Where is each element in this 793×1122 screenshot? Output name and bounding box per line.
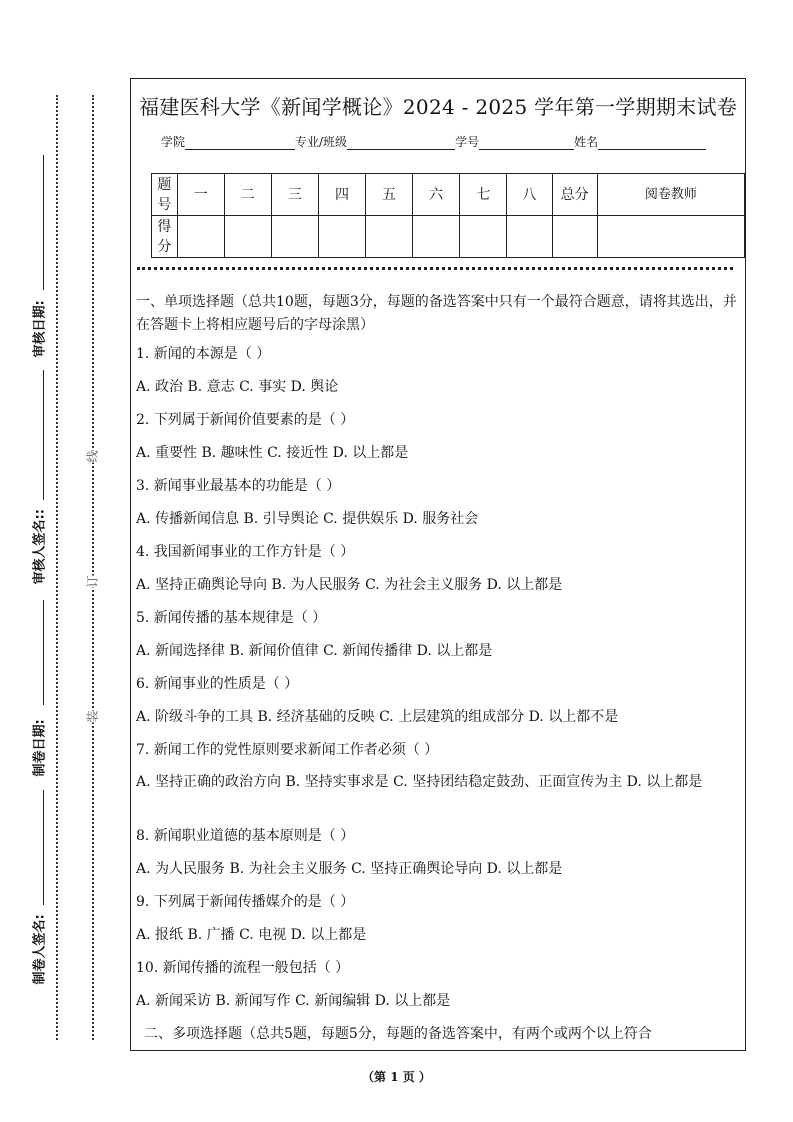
exam-content [136, 291, 741, 1045]
student-id-field[interactable] [479, 137, 574, 150]
major-class-field[interactable] [347, 137, 455, 150]
question-stem: 4. 我国新闻事业的工作方针是（ ） [136, 544, 355, 560]
reviewer-signature-label: 审核人签名:: [32, 509, 48, 585]
section1-heading: 一、单项选择题（总共10题，每题3分，每题的备选答案中只有一个最符合题意，请将其选出，并在答题卡上将相应题号后的字母涂黑） [136, 294, 737, 333]
student-info [161, 133, 706, 150]
question-stem: 3. 新闻事业最基本的功能是（ ） [136, 478, 341, 494]
column-header: 六 [413, 174, 460, 216]
exam-frame [130, 78, 746, 1051]
section2-heading: 二、多项选择题（总共5题，每题5分，每题的备选答案中，有两个或两个以上符合 [144, 1026, 652, 1042]
column-header: 四 [318, 174, 365, 216]
question-options: A. 坚持正确的政治方向 B. 坚持实事求是 C. 坚持团结稳定鼓劲、正面宣传为主 D. 以上都是 [136, 774, 703, 790]
binding-mark-ding: 订 [85, 575, 100, 588]
column-header: 五 [366, 174, 413, 216]
score-cell[interactable] [552, 216, 597, 258]
exam-title: 福建医科大学《新闻学概论》2024 - 2025 学年第一学期期末试卷 [139, 95, 738, 119]
question-options: A. 报纸 B. 广播 C. 电视 D. 以上都是 [136, 927, 367, 943]
question-number-header: 题号 [152, 174, 178, 216]
major-class-label: 专业/班级 [295, 135, 348, 149]
question-options: A. 新闻选择律 B. 新闻价值律 C. 新闻传播律 D. 以上都是 [136, 643, 493, 659]
question-stem: 9. 下列属于新闻传播媒介的是（ ） [136, 894, 355, 910]
college-field[interactable] [185, 137, 295, 150]
score-cell[interactable] [271, 216, 318, 258]
signature-line [43, 155, 44, 290]
question-stem: 6. 新闻事业的性质是（ ） [136, 676, 299, 692]
binding-dotted-line-outer [56, 95, 58, 1040]
name-field[interactable] [598, 137, 706, 150]
column-header: 三 [271, 174, 318, 216]
question-options: A. 政治 B. 意志 C. 事实 D. 舆论 [136, 379, 339, 395]
score-table [151, 173, 745, 258]
name-label: 姓名 [574, 135, 599, 149]
question-options: A. 阶级斗争的工具 B. 经济基础的反映 C. 上层建筑的组成部分 D. 以上都不是 [136, 709, 619, 725]
binding-mark-zhuang: 装 [85, 710, 100, 723]
college-label: 学院 [161, 135, 186, 149]
preparer-signature-label: 制卷人签名: [32, 914, 48, 985]
question-stem: 7. 新闻工作的党性原则要求新闻工作者必须（ ） [136, 742, 439, 758]
question-options: A. 重要性 B. 趣味性 C. 接近性 D. 以上都是 [136, 445, 409, 461]
score-cell[interactable] [413, 216, 460, 258]
column-header: 二 [224, 174, 271, 216]
question-options: A. 传播新闻信息 B. 引导舆论 C. 提供娱乐 D. 服务社会 [136, 511, 479, 527]
question-options: A. 为人民服务 B. 为社会主义服务 C. 坚持正确舆论导向 D. 以上都是 [136, 861, 563, 877]
question-stem: 5. 新闻传播的基本规律是（ ） [136, 610, 327, 626]
signature-line [43, 600, 44, 705]
column-header: 总分 [552, 174, 597, 216]
binding-dotted-line-inner [92, 95, 94, 1040]
score-header: 得分 [152, 216, 178, 258]
score-cell[interactable] [507, 216, 552, 258]
column-header: 阅卷教师 [597, 174, 744, 216]
page-number: （第 1 页 ） [362, 1070, 431, 1084]
question-stem: 8. 新闻职业道德的基本原则是（ ） [136, 828, 355, 844]
score-cell[interactable] [366, 216, 413, 258]
question-options: A. 坚持正确舆论导向 B. 为人民服务 C. 为社会主义服务 D. 以上都是 [136, 577, 563, 593]
review-date-label: 审核日期: [32, 300, 48, 358]
question-options: A. 新闻采访 B. 新闻写作 C. 新闻编辑 D. 以上都是 [136, 993, 451, 1009]
score-cell[interactable] [597, 216, 744, 258]
column-header: 一 [177, 174, 224, 216]
score-cell[interactable] [177, 216, 224, 258]
binding-mark-xian: 线 [85, 450, 100, 463]
signature-line [43, 790, 44, 905]
student-id-label: 学号 [455, 135, 480, 149]
signature-line [43, 370, 44, 500]
score-cell[interactable] [318, 216, 365, 258]
score-cell[interactable] [224, 216, 271, 258]
column-header: 七 [460, 174, 507, 216]
question-stem: 1. 新闻的本源是（ ） [136, 346, 271, 362]
question-stem: 10. 新闻传播的流程一般包括（ ） [136, 960, 350, 976]
column-header: 八 [507, 174, 552, 216]
question-stem: 2. 下列属于新闻价值要素的是（ ） [136, 412, 355, 428]
score-cell[interactable] [460, 216, 507, 258]
dotted-separator [137, 267, 733, 270]
prepare-date-label: 制卷日期: [32, 719, 48, 777]
